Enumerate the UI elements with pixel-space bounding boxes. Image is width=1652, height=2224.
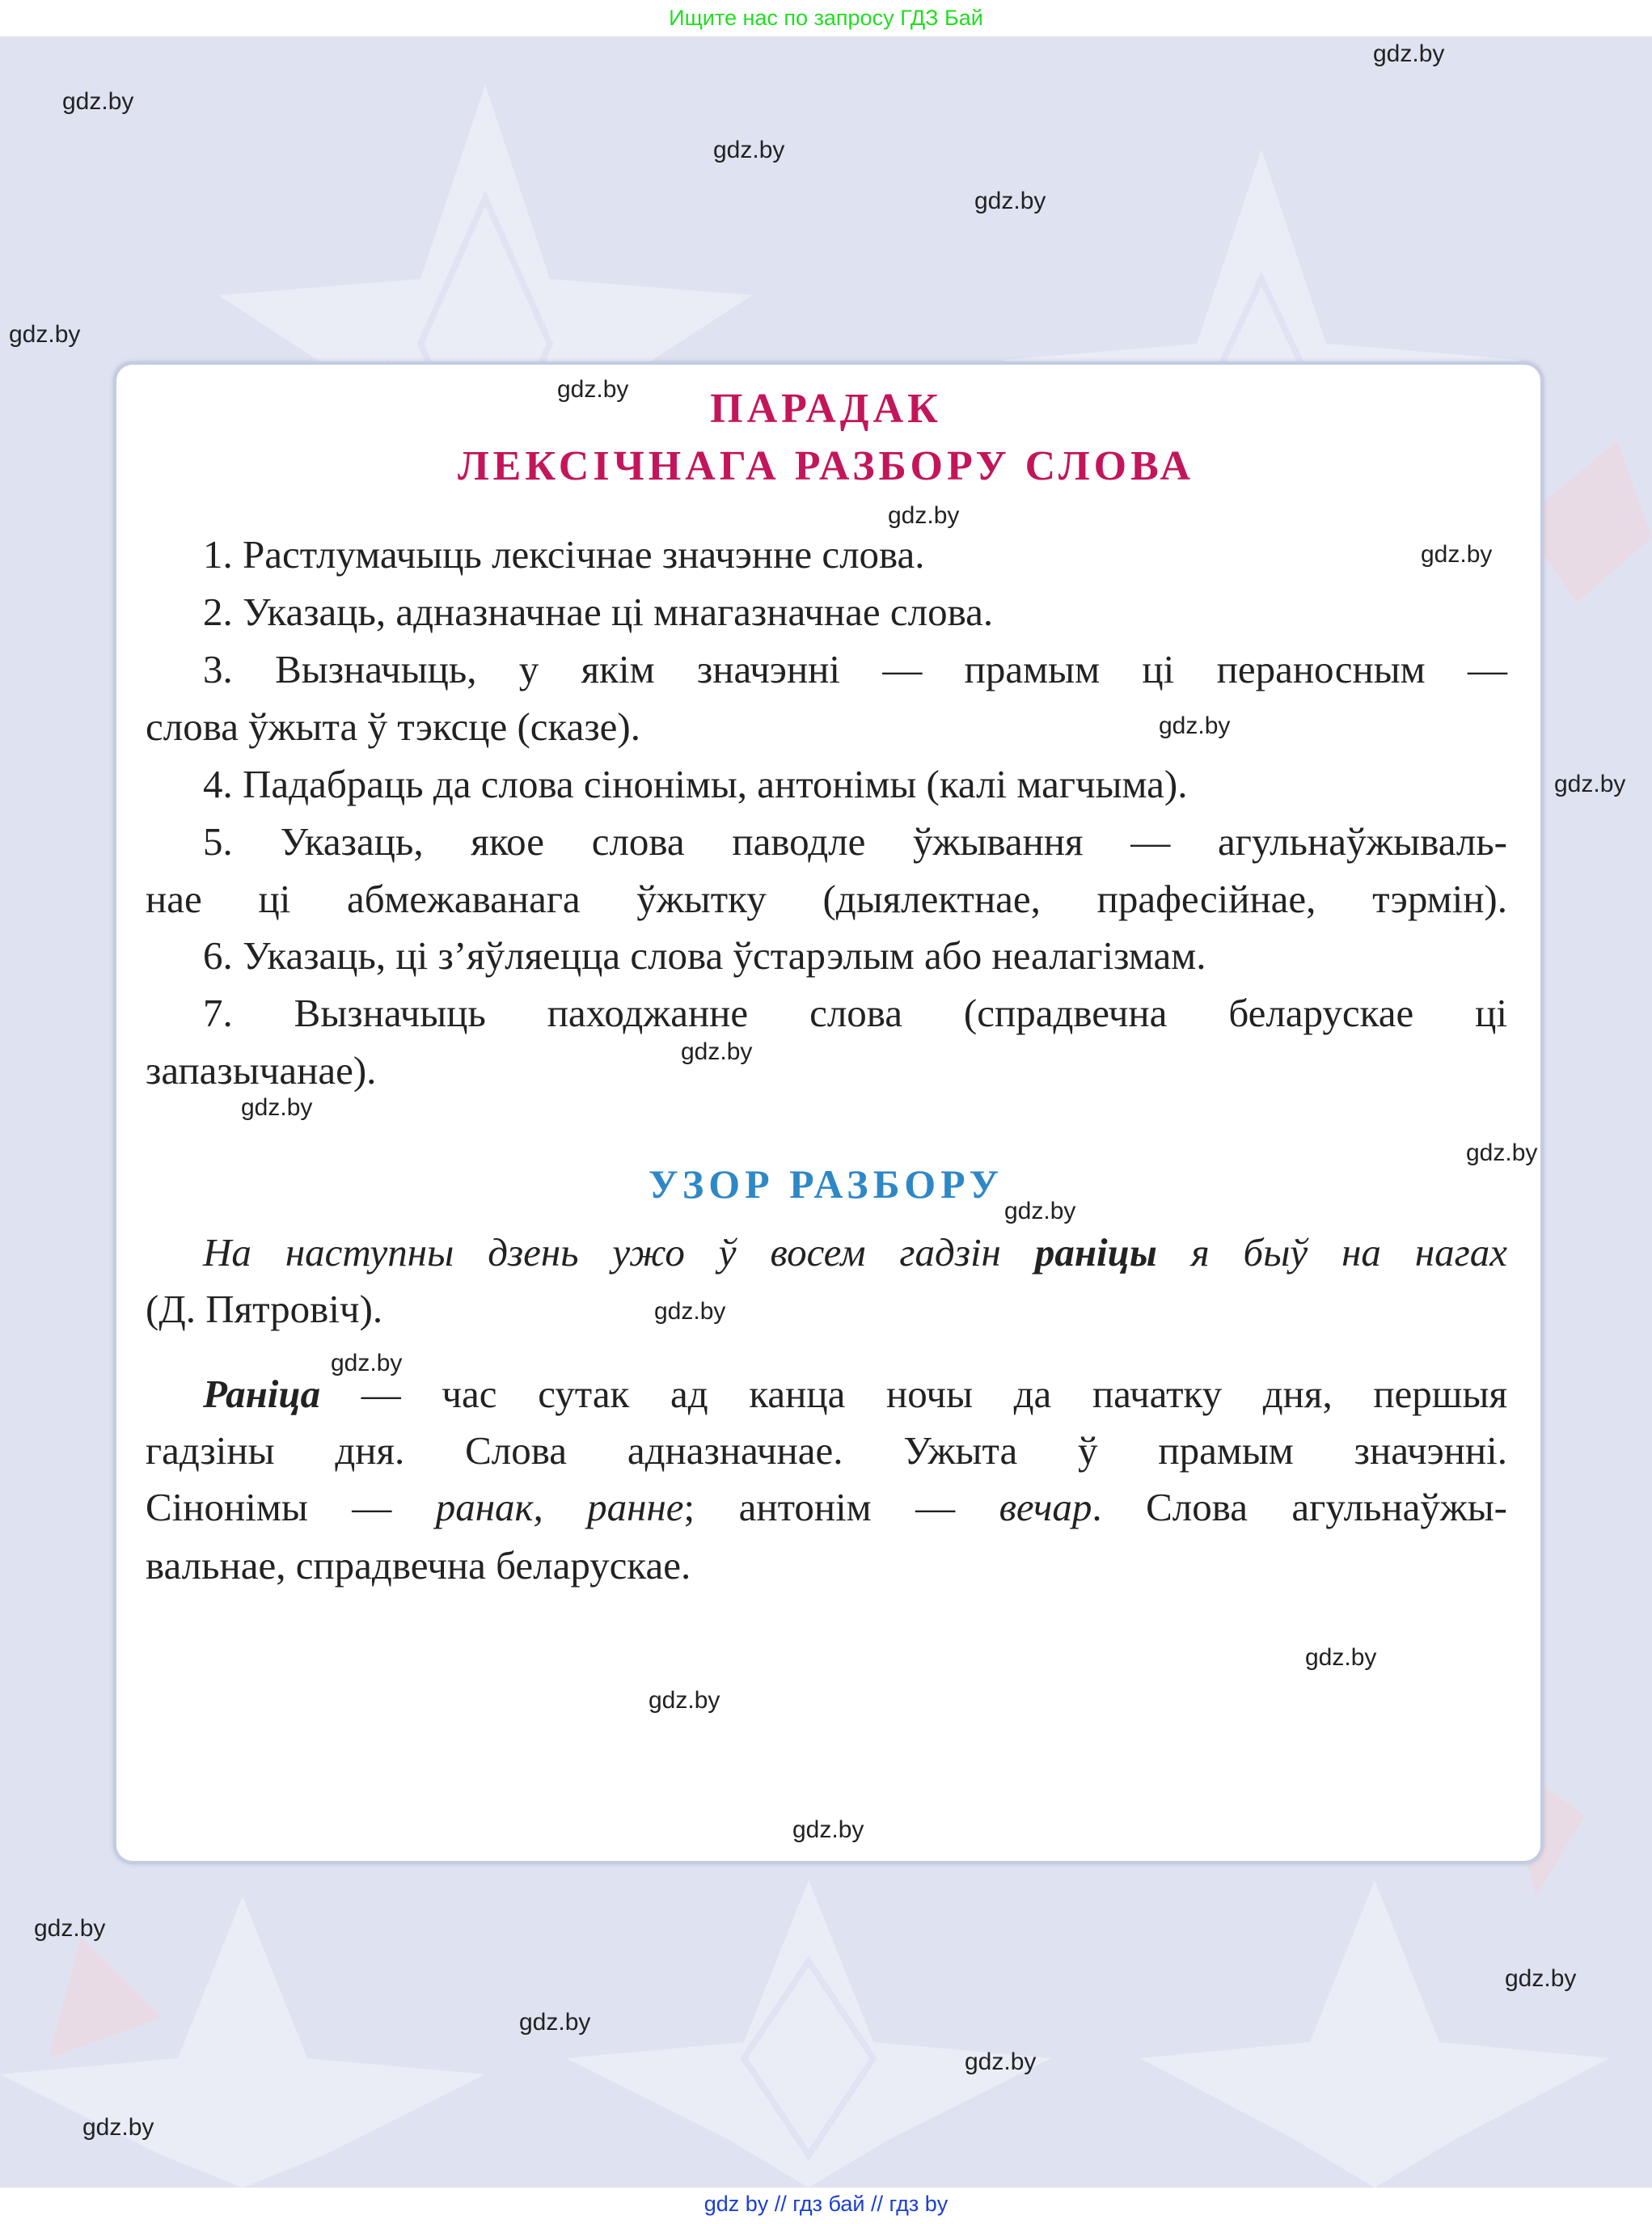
watermark: gdz.by [974,188,1046,214]
watermark: gdz.by [654,1298,726,1325]
analysis-line-1 [203,1370,1507,1419]
watermark: gdz.by [1554,771,1626,797]
watermark: gdz.by [9,321,81,348]
watermark: gdz.by [1505,1965,1577,1992]
watermark: gdz.by [1466,1139,1538,1166]
step-3-line-1: 3. Вызначыць, у якім значэнні — прамым ці пераносным — [203,647,1507,691]
step-1: 1. Растлумачыць лексічнае значэнне слова. [203,532,925,577]
watermark: gdz.by [713,137,785,163]
step-2: 2. Указаць, адназначнае ці мнагазначнае слова. [203,590,994,634]
example-source: (Д. Пятровіч). [146,1287,383,1331]
step-7-line-2: запазычанае). [146,1048,377,1093]
step-5-line-1: 5. Указаць, якое слова паводле ўжывання — агульнаўжываль- [203,819,1507,864]
watermark: gdz.by [557,376,629,403]
analysis-line-2: гадзіны дня. Слова адназначнае. Ужыта ў прамым значэнні. [146,1428,1507,1473]
synonyms-label: Сінонімы — [146,1485,436,1529]
antonym-label: ; антонім — [683,1485,999,1529]
banner-text[interactable]: Ищите нас по запросу ГДЗ Бай [669,6,983,30]
content-card [113,362,1544,1864]
watermark: gdz.by [1004,1198,1076,1224]
watermark: gdz.by [965,2049,1037,2075]
heading-line-1: ПАРАДАК [710,386,942,432]
antonym: вечар [999,1485,1092,1529]
watermark: gdz.by [792,1816,864,1843]
step-3-line-2: слова ўжыта ў тэксце (сказе). [146,704,640,749]
watermark: gdz.by [1159,712,1231,739]
watermark: gdz.by [1305,1644,1377,1671]
watermark: gdz.by [331,1350,403,1376]
analysis-line-3 [146,1483,1507,1532]
watermark: gdz.by [1421,541,1493,568]
example-text-2: я быў на нагах [1156,1230,1507,1275]
heading-line-2: ЛЕКСІЧНАГА РАЗБОРУ СЛОВА [457,443,1195,489]
step-5-line-2: нае ці абмежаванага ўжытку (дыялектнае, прафесійнае, тэрмін). [146,877,1507,921]
example-heading: УЗОР РАЗБОРУ [648,1161,1004,1207]
watermark: gdz.by [82,2114,154,2141]
step-4: 4. Падабраць да слова сінонімы, антонімы (калі магчыма). [203,762,1188,806]
example-target-word: раніцы [1034,1230,1157,1275]
example-text-1: На наступны дзень ужо ў восем гадзін [203,1230,1035,1275]
watermark: gdz.by [1373,40,1445,67]
watermark: gdz.by [888,502,960,529]
watermark: gdz.by [62,88,134,115]
analysis-word: Раніца [203,1372,321,1416]
watermark: gdz.by [241,1094,313,1121]
top-banner [0,0,1652,36]
watermark: gdz.by [649,1687,720,1714]
synonyms: ранак, ранне [435,1485,684,1529]
analysis-text: . Слова агульнаўжы- [1092,1485,1507,1529]
watermark: gdz.by [519,2009,591,2036]
watermark: gdz.by [34,1915,106,1942]
step-7-line-1: 7. Вызначыць паходжанне слова (спрадвечна беларускае ці [203,991,1507,1035]
example-sentence [203,1228,1507,1277]
step-6: 6. Указаць, ці з’яўляецца слова ўстарэлым або неалагізмам. [203,933,1206,978]
footer-links[interactable]: gdz by // гдз бай // гдз by [703,2192,949,2216]
watermark: gdz.by [681,1038,753,1065]
analysis-line-4: вальнае, спрадвечна беларускае. [146,1543,691,1588]
analysis-definition: — час сутак ад канца ночы да пачатку дня, першыя [320,1372,1507,1416]
footer [0,2188,1652,2224]
